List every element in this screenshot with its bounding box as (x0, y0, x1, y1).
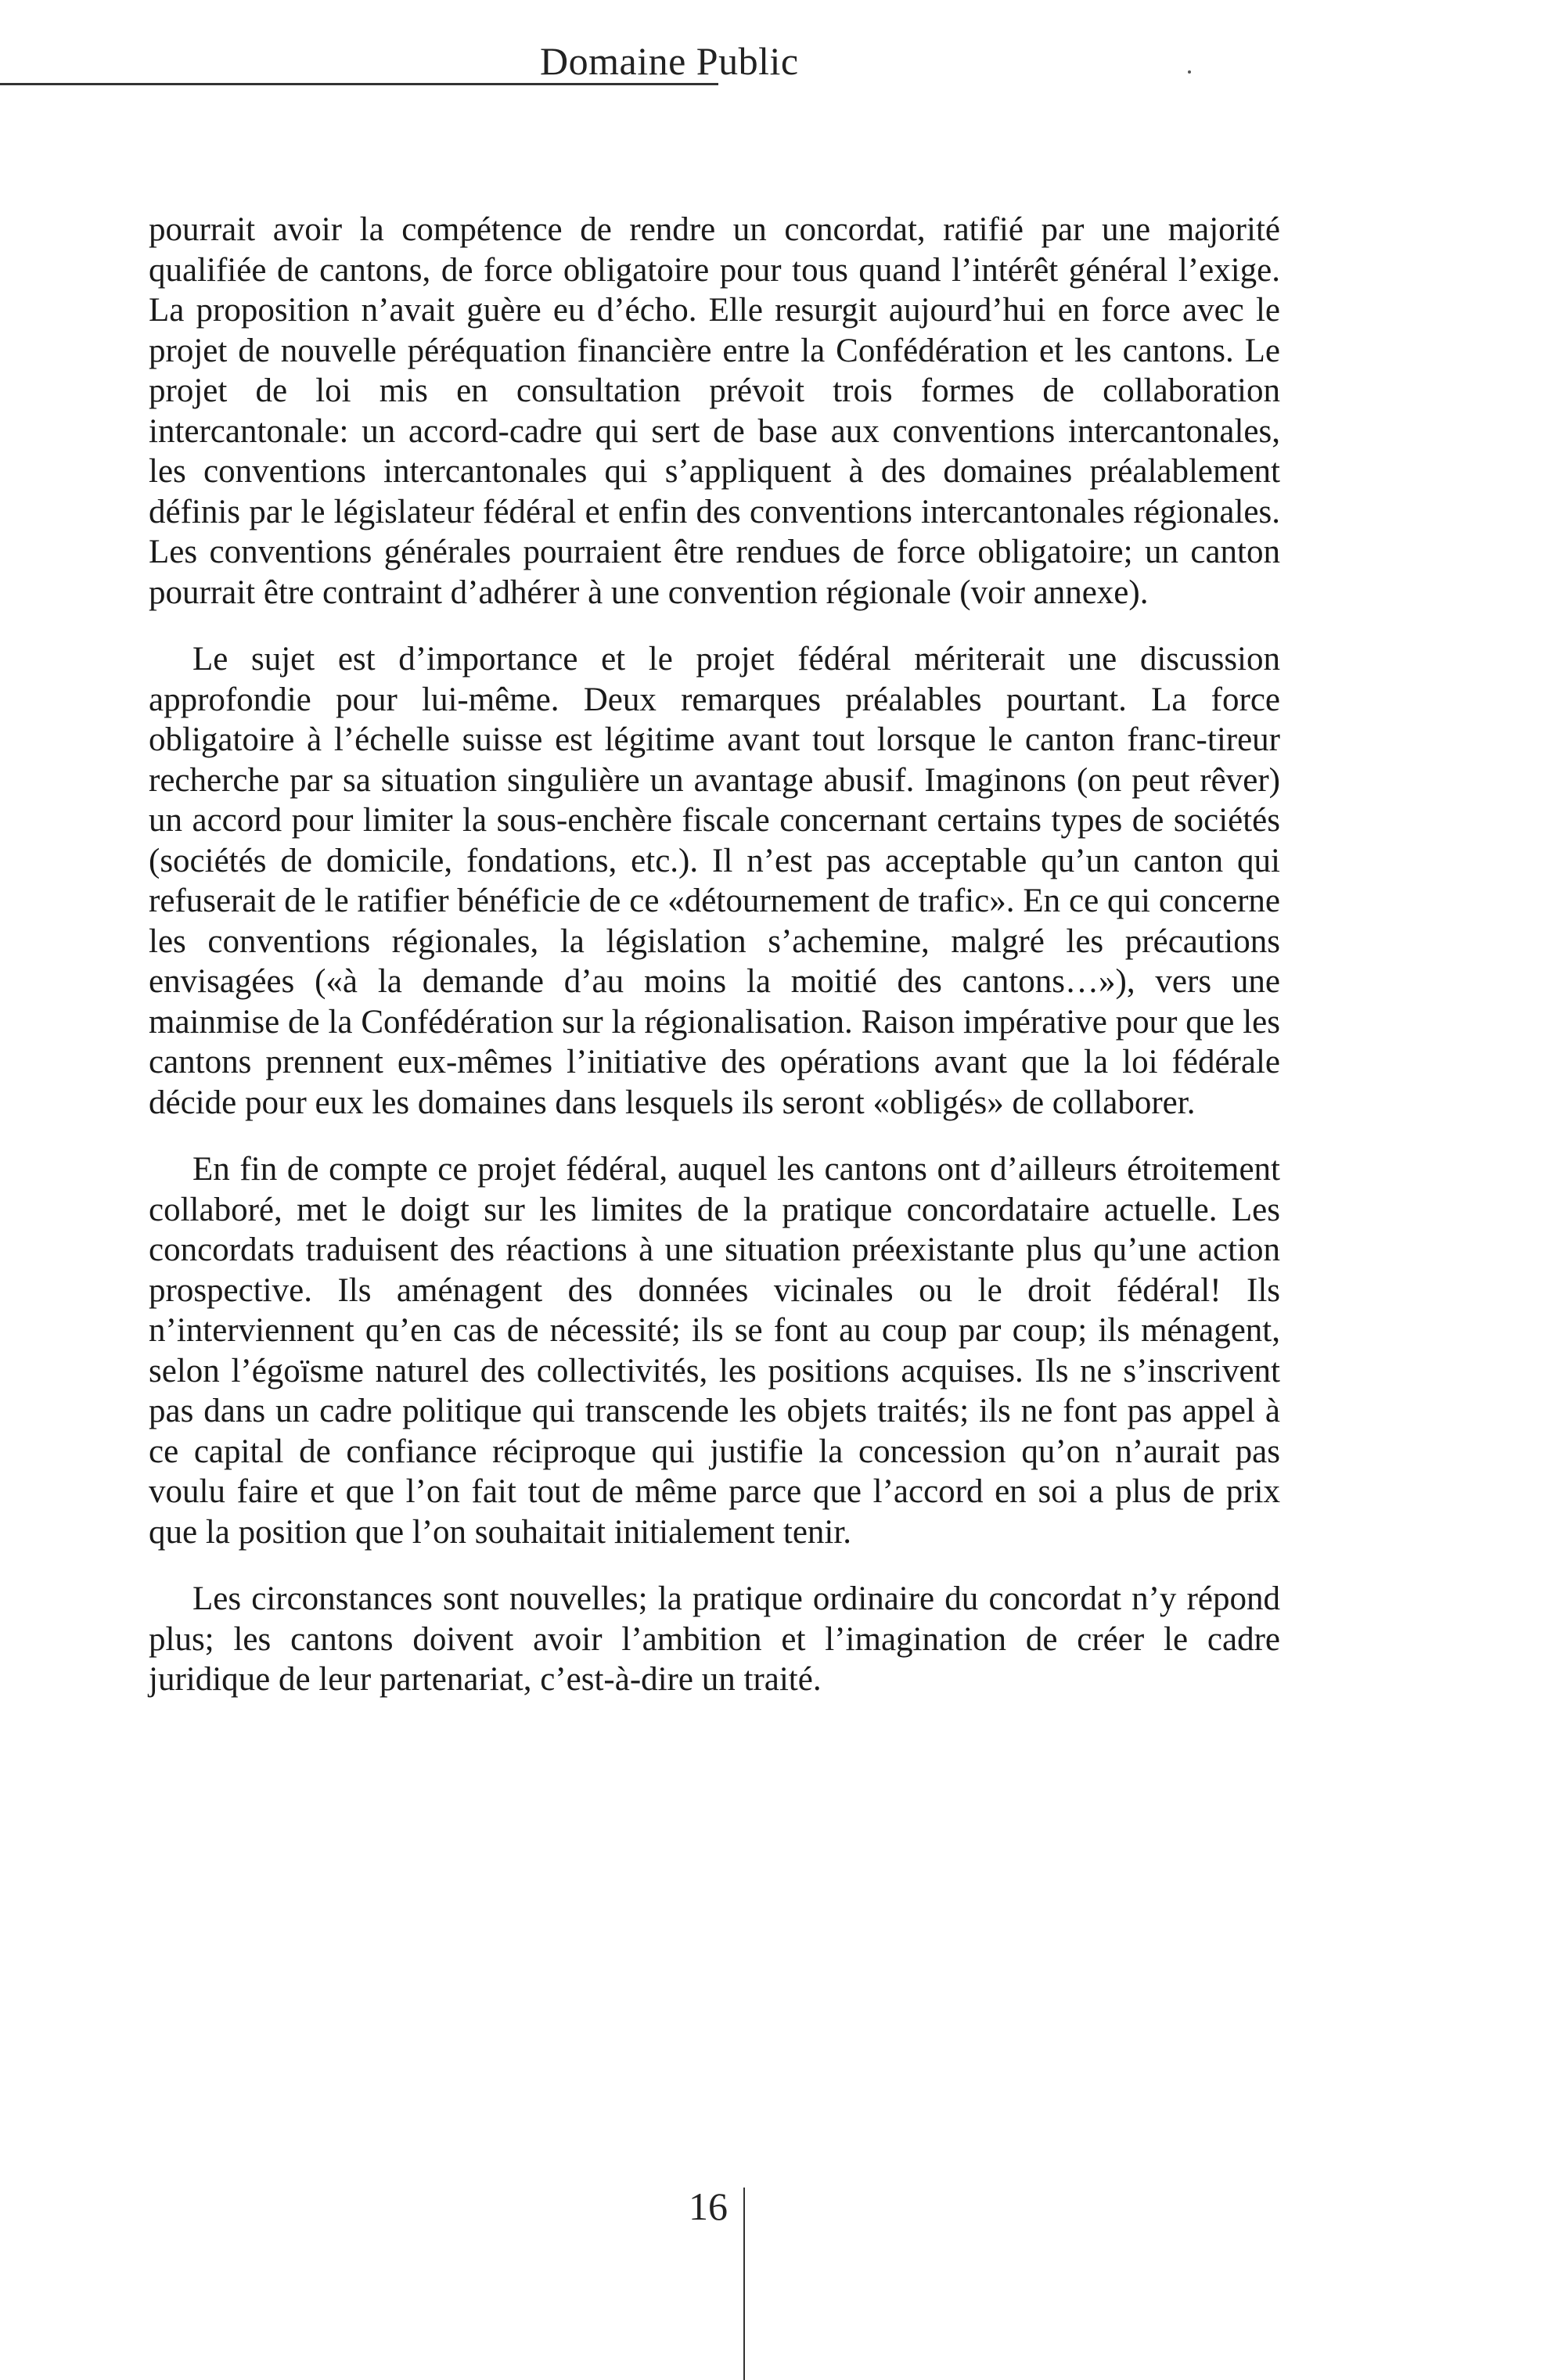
page-number: 16 (689, 2184, 728, 2228)
header-mark (1188, 70, 1191, 74)
paragraph-1: pourrait avoir la compétence de rendre un concordat, ratifié par une majorité qualifiée de cantons, de force obligatoire pour tous quand l’intérêt général l’exige. La proposition n’avait guère eu d’écho. Elle resurgit aujourd’hui en force avec le projet de nouvelle péréquation financière entre la Confédération et les cantons. Le projet de loi mis en consultation prévoit trois formes de collaboration intercantonale: un accord-cadre qui sert de base aux conventions intercantonales, les conventions intercantonales qui s’appliquent à des domaines préalablement définis par le législateur fédéral et enfin des conventions intercantonales régionales. Les conventions générales pourraient être rendues de force obligatoire; un canton pourrait être contraint d’adhérer à une convention régionale (voir annexe). (149, 211, 1280, 611)
page-number-rule (743, 2188, 745, 2380)
article-body (149, 210, 1280, 1727)
running-header-title: Domaine Public (540, 39, 799, 83)
paragraph-2: Le sujet est d’importance et le projet fédéral mériterait une discussion approfondie pour lui-même. Deux remarques préalables pourtant. La force obligatoire à l’échelle suisse est légitime avant tout lorsque le canton franc-tireur recherche par sa situation singulière un avantage abusif. Imaginons (on peut rêver) un accord pour limiter la sous-enchère fiscale concernant certains types de sociétés (sociétés de domicile, fondations, etc.). Il n’est pas acceptable qu’un canton qui refuserait de le ratifier bénéficie de ce «détournement de trafic». En ce qui concerne les conventions régionales, la législation s’achemine, malgré les précautions envisagées («à la demande d’au moins la moitié des cantons…»), vers une mainmise de la Confédération sur la régionalisation. Raison impérative pour que les cantons prennent eux-mêmes l’initiative des opérations avant que la loi fédérale décide pour eux les domaines dans lesquels ils seront «obligés» de collaborer. (149, 641, 1280, 1121)
paragraph-4: Les circonstances sont nouvelles; la pratique ordinaire du concordat n’y répond plus; les cantons doivent avoir l’ambition et l’imagination de créer le cadre juridique de leur partenariat, c’est-à-dire un traité. (149, 1580, 1280, 1698)
paragraph-3: En fin de compte ce projet fédéral, auquel les cantons ont d’ailleurs étroitement collaboré, met le doigt sur les limites de la pratique concordataire actuelle. Les concordats traduisent des réactions à une situation préexistante plus qu’une action prospective. Ils aménagent des données vicinales ou le droit fédéral! Ils n’interviennent qu’en cas de nécessité; ils se font au coup par coup; ils ménagent, selon l’égoïsme naturel des collectivités, les positions acquises. Ils ne s’inscrivent pas dans un cadre politique qui transcende les objets traités; ils ne font pas appel à ce capital de confiance réciproque qui justifie la concession qu’on n’aurait pas voulu faire et que l’on fait tout de même parce que l’accord en soi a plus de prix que la position que l’on souhaitait initialement tenir. (149, 1151, 1280, 1551)
